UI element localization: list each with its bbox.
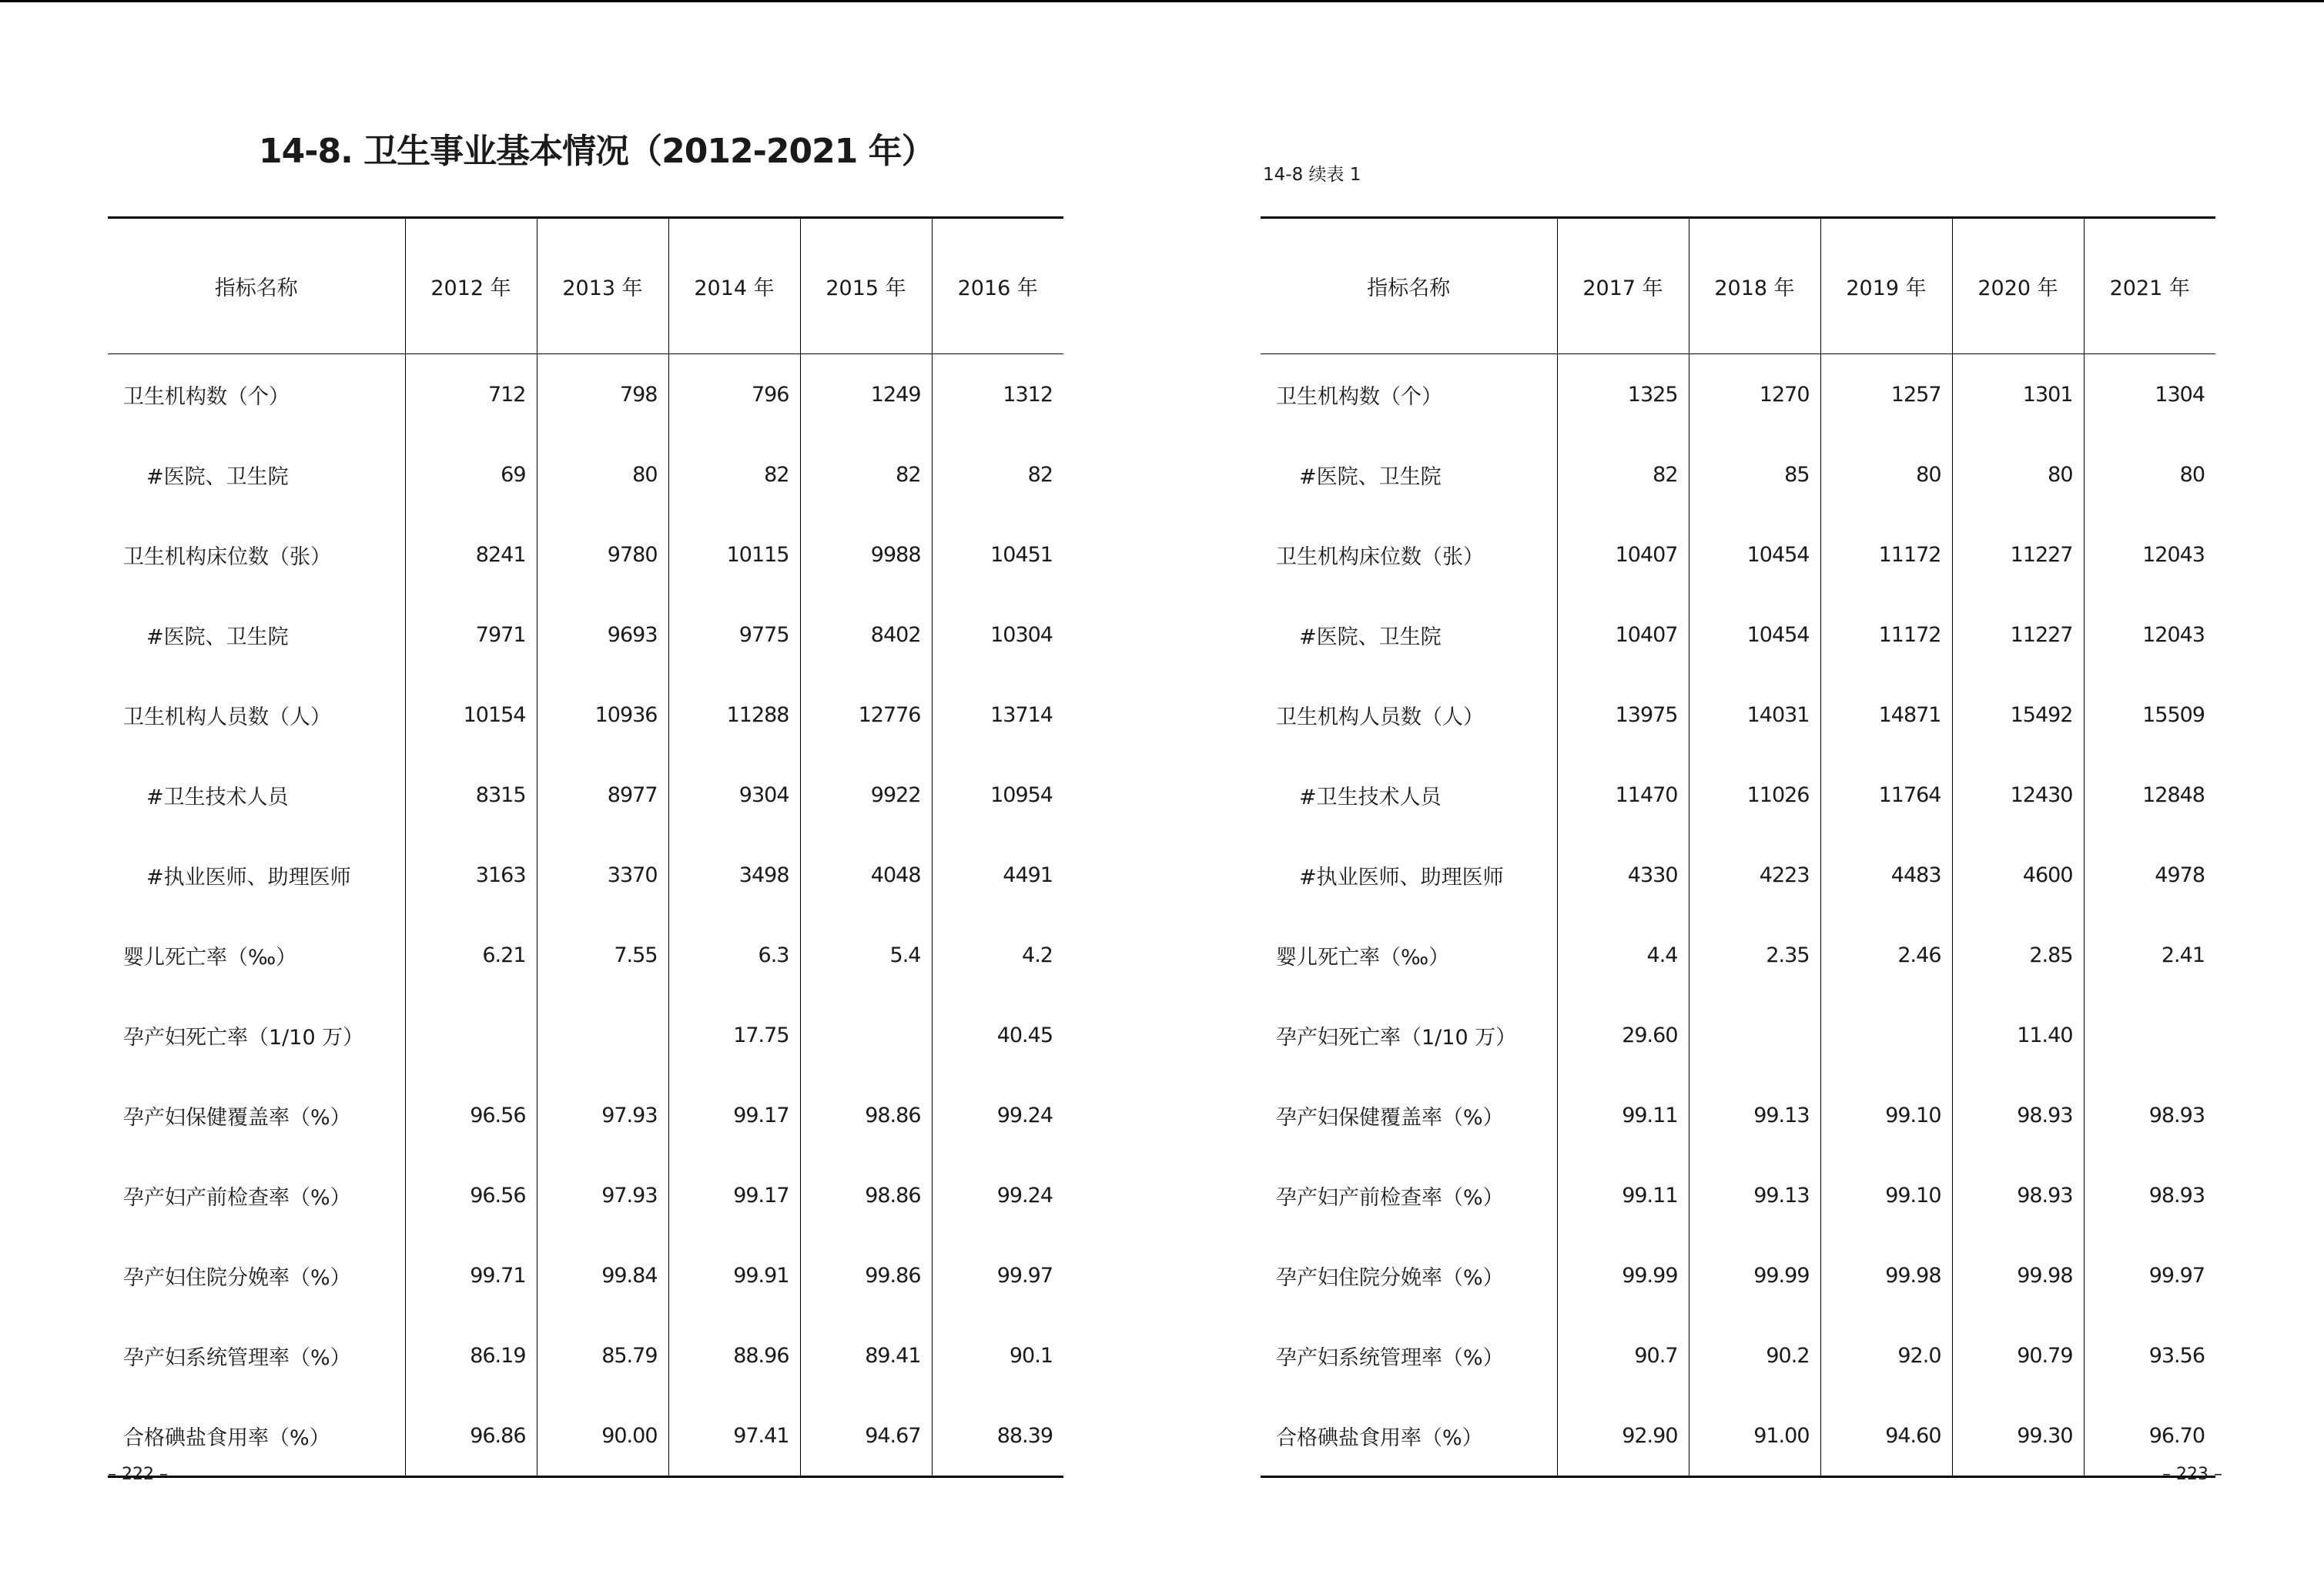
table-cell: 8241	[405, 514, 537, 595]
indicator-name: 卫生机构床位数（张）	[1276, 544, 1484, 569]
year-header: 2019 年	[1820, 218, 1952, 354]
table-cell: 1304	[2084, 354, 2215, 435]
table-row	[108, 434, 1063, 514]
table-cell: 98.93	[2084, 1155, 2215, 1235]
table-row	[1261, 1075, 2215, 1155]
table-cell: 11470	[1557, 755, 1689, 835]
table-cell: 94.60	[1820, 1395, 1952, 1477]
table-cell: 2.41	[2084, 915, 2215, 995]
table-cell: 9775	[668, 595, 800, 675]
indicator-name: #医院、卫生院	[146, 625, 289, 649]
table-cell: 97.93	[537, 1075, 668, 1155]
table-cell: 80	[2084, 434, 2215, 514]
table-cell: 96.70	[2084, 1395, 2215, 1477]
right-statistics-table	[1261, 216, 2215, 1478]
indicator-name-header: 指标名称	[1261, 218, 1557, 354]
table-cell: 7971	[405, 595, 537, 675]
table-row	[108, 514, 1063, 595]
table-cell: 10954	[932, 755, 1063, 835]
table-cell: 1325	[1557, 354, 1689, 435]
indicator-name: 卫生机构人员数（人）	[1276, 705, 1484, 729]
table-cell: 12043	[2084, 595, 2215, 675]
table-row	[108, 1075, 1063, 1155]
table-cell: 99.13	[1689, 1075, 1820, 1155]
indicator-name: 孕产妇住院分娩率（%）	[1276, 1265, 1504, 1290]
indicator-name: 卫生机构数（个）	[123, 384, 290, 409]
table-cell: 4223	[1689, 835, 1820, 915]
indicator-name: 卫生机构床位数（张）	[123, 544, 331, 569]
table-cell	[537, 995, 668, 1075]
table-cell: 3370	[537, 835, 668, 915]
table-cell: 93.56	[2084, 1315, 2215, 1395]
indicator-name: 孕产妇死亡率（1/10 万）	[1276, 1025, 1517, 1050]
table-cell: 82	[668, 434, 800, 514]
table-cell: 12848	[2084, 755, 2215, 835]
table-cell: 91.00	[1689, 1395, 1820, 1477]
table-cell: 89.41	[800, 1315, 932, 1395]
table-cell: 82	[932, 434, 1063, 514]
table-cell: 17.75	[668, 995, 800, 1075]
table-cell: 90.00	[537, 1395, 668, 1477]
table-cell: 99.98	[1952, 1235, 2084, 1315]
page-title: 14-8. 卫生事业基本情况（2012-2021 年）	[259, 132, 935, 171]
table-cell: 11288	[668, 675, 800, 755]
table-cell: 69	[405, 434, 537, 514]
table-cell: 88.39	[932, 1395, 1063, 1477]
table-cell: 99.99	[1689, 1235, 1820, 1315]
table-cell: 99.97	[932, 1235, 1063, 1315]
table-row	[108, 675, 1063, 755]
table-row	[108, 835, 1063, 915]
table-cell: 96.56	[405, 1155, 537, 1235]
table-cell: 9693	[537, 595, 668, 675]
table-cell: 98.93	[2084, 1075, 2215, 1155]
table-cell: 99.30	[1952, 1395, 2084, 1477]
left-statistics-table	[108, 216, 1063, 1478]
table-row	[108, 1395, 1063, 1477]
table-cell: 12430	[1952, 755, 2084, 835]
indicator-name: #执业医师、助理医师	[146, 865, 351, 889]
table-cell: 9922	[800, 755, 932, 835]
table-cell: 11764	[1820, 755, 1952, 835]
table-row	[1261, 1395, 2215, 1477]
year-header: 2013 年	[537, 218, 668, 354]
table-cell: 99.97	[2084, 1235, 2215, 1315]
table-cell: 97.41	[668, 1395, 800, 1477]
continuation-subtitle: 14-8 续表 1	[1263, 165, 1361, 185]
table-cell: 11172	[1820, 514, 1952, 595]
table-cell: 99.91	[668, 1235, 800, 1315]
table-cell: 86.19	[405, 1315, 537, 1395]
table-cell: 10454	[1689, 514, 1820, 595]
table-cell: 15509	[2084, 675, 2215, 755]
table-cell: 98.93	[1952, 1075, 2084, 1155]
indicator-name: 孕产妇产前检查率（%）	[1276, 1185, 1504, 1210]
table-cell: 6.21	[405, 915, 537, 995]
table-cell: 9988	[800, 514, 932, 595]
year-header: 2016 年	[932, 218, 1063, 354]
indicator-name: #医院、卫生院	[1299, 464, 1442, 489]
table-cell: 99.17	[668, 1075, 800, 1155]
indicator-name: #执业医师、助理医师	[1299, 865, 1504, 889]
table-row	[1261, 514, 2215, 595]
table-cell: 712	[405, 354, 537, 435]
table-cell: 10451	[932, 514, 1063, 595]
table-cell: 85	[1689, 434, 1820, 514]
table-cell: 99.11	[1557, 1075, 1689, 1155]
indicator-name: 孕产妇系统管理率（%）	[123, 1345, 351, 1370]
table-cell: 14871	[1820, 675, 1952, 755]
table-row	[1261, 354, 2215, 435]
table-row	[108, 354, 1063, 435]
table-row	[108, 1235, 1063, 1315]
table-cell: 11227	[1952, 595, 2084, 675]
table-row	[1261, 1155, 2215, 1235]
table-row	[1261, 835, 2215, 915]
table-cell: 9304	[668, 755, 800, 835]
year-header: 2015 年	[800, 218, 932, 354]
indicator-name: 孕产妇保健覆盖率（%）	[123, 1105, 351, 1130]
table-cell: 90.79	[1952, 1315, 2084, 1395]
table-cell: 4978	[2084, 835, 2215, 915]
table-cell: 99.11	[1557, 1155, 1689, 1235]
table-row	[108, 1155, 1063, 1235]
table-cell: 88.96	[668, 1315, 800, 1395]
table-cell: 90.1	[932, 1315, 1063, 1395]
table-cell: 99.13	[1689, 1155, 1820, 1235]
table-cell: 4.2	[932, 915, 1063, 995]
year-header: 2012 年	[405, 218, 537, 354]
table-cell: 5.4	[800, 915, 932, 995]
table-cell	[405, 995, 537, 1075]
table-cell: 98.86	[800, 1155, 932, 1235]
table-cell: 10936	[537, 675, 668, 755]
year-header: 2018 年	[1689, 218, 1820, 354]
table-cell: 10454	[1689, 595, 1820, 675]
year-header: 2021 年	[2084, 218, 2215, 354]
table-cell: 92.0	[1820, 1315, 1952, 1395]
table-cell: 798	[537, 354, 668, 435]
table-row	[1261, 1315, 2215, 1395]
table-cell: 7.55	[537, 915, 668, 995]
indicator-name: 孕产妇产前检查率（%）	[123, 1185, 351, 1210]
table-cell: 1249	[800, 354, 932, 435]
table-cell: 82	[800, 434, 932, 514]
table-row	[108, 995, 1063, 1075]
table-cell: 98.86	[800, 1075, 932, 1155]
table-cell: 94.67	[800, 1395, 932, 1477]
indicator-name: 孕产妇保健覆盖率（%）	[1276, 1105, 1504, 1130]
table-row	[108, 915, 1063, 995]
table-cell: 796	[668, 354, 800, 435]
table-cell: 2.85	[1952, 915, 2084, 995]
table-cell: 82	[1557, 434, 1689, 514]
table-cell: 90.2	[1689, 1315, 1820, 1395]
table-cell: 1257	[1820, 354, 1952, 435]
table-cell	[2084, 995, 2215, 1075]
top-border-line	[0, 0, 2324, 2]
table-cell: 8977	[537, 755, 668, 835]
table-cell	[1689, 995, 1820, 1075]
table-cell: 4048	[800, 835, 932, 915]
indicator-name: 孕产妇住院分娩率（%）	[123, 1265, 351, 1290]
table-cell: 29.60	[1557, 995, 1689, 1075]
table-cell: 99.10	[1820, 1075, 1952, 1155]
table-cell: 96.86	[405, 1395, 537, 1477]
table-row	[108, 595, 1063, 675]
table-cell: 3163	[405, 835, 537, 915]
table-cell: 4600	[1952, 835, 2084, 915]
table-cell: 8315	[405, 755, 537, 835]
table-cell: 80	[1952, 434, 2084, 514]
table-cell: 99.84	[537, 1235, 668, 1315]
indicator-name: 合格碘盐食用率（%）	[123, 1426, 330, 1450]
table-row	[1261, 675, 2215, 755]
table-cell: 8402	[800, 595, 932, 675]
table-cell: 4330	[1557, 835, 1689, 915]
table-cell: 4491	[932, 835, 1063, 915]
table-cell: 3498	[668, 835, 800, 915]
table-cell: 4.4	[1557, 915, 1689, 995]
table-cell: 6.3	[668, 915, 800, 995]
table-row	[108, 755, 1063, 835]
table-cell: 92.90	[1557, 1395, 1689, 1477]
table-cell: 98.93	[1952, 1155, 2084, 1235]
indicator-name: 卫生机构人员数（人）	[123, 705, 331, 729]
table-cell: 99.24	[932, 1155, 1063, 1235]
table-cell: 11026	[1689, 755, 1820, 835]
table-cell: 99.99	[1557, 1235, 1689, 1315]
indicator-name: 孕产妇系统管理率（%）	[1276, 1345, 1504, 1370]
indicator-name: 婴儿死亡率（‰）	[123, 945, 297, 970]
table-cell: 10154	[405, 675, 537, 755]
table-cell: 10407	[1557, 595, 1689, 675]
table-cell: 40.45	[932, 995, 1063, 1075]
table-cell: 14031	[1689, 675, 1820, 755]
table-cell: 99.17	[668, 1155, 800, 1235]
table-cell: 80	[1820, 434, 1952, 514]
table-cell: 99.10	[1820, 1155, 1952, 1235]
indicator-name: 合格碘盐食用率（%）	[1276, 1426, 1483, 1450]
year-header: 2014 年	[668, 218, 800, 354]
table-cell: 2.46	[1820, 915, 1952, 995]
table-cell: 13714	[932, 675, 1063, 755]
table-cell: 10115	[668, 514, 800, 595]
table-cell: 1270	[1689, 354, 1820, 435]
header-row	[108, 218, 1063, 354]
table-cell: 2.35	[1689, 915, 1820, 995]
table-cell: 97.93	[537, 1155, 668, 1235]
table-row	[1261, 915, 2215, 995]
table-row	[1261, 755, 2215, 835]
table-row	[1261, 1235, 2215, 1315]
table-cell: 1312	[932, 354, 1063, 435]
table-cell: 11172	[1820, 595, 1952, 675]
indicator-name: 婴儿死亡率（‰）	[1276, 945, 1450, 970]
table-cell: 11227	[1952, 514, 2084, 595]
table-cell: 90.7	[1557, 1315, 1689, 1395]
table-cell: 85.79	[537, 1315, 668, 1395]
table-cell: 12043	[2084, 514, 2215, 595]
indicator-name: 卫生机构数（个）	[1276, 384, 1442, 409]
table-cell: 10407	[1557, 514, 1689, 595]
table-cell: 99.24	[932, 1075, 1063, 1155]
table-cell: 96.56	[405, 1075, 537, 1155]
table-row	[1261, 595, 2215, 675]
indicator-name: #医院、卫生院	[1299, 625, 1442, 649]
table-cell	[800, 995, 932, 1075]
table-cell: 13975	[1557, 675, 1689, 755]
table-cell: 11.40	[1952, 995, 2084, 1075]
table-row	[108, 1315, 1063, 1395]
page-number-right: – 223 –	[2162, 1465, 2222, 1484]
table-cell: 9780	[537, 514, 668, 595]
indicator-name: #卫生技术人员	[146, 785, 289, 809]
table-row	[1261, 434, 2215, 514]
table-row	[1261, 995, 2215, 1075]
table-cell: 80	[537, 434, 668, 514]
table-cell	[1820, 995, 1952, 1075]
table-cell: 10304	[932, 595, 1063, 675]
table-cell: 99.71	[405, 1235, 537, 1315]
header-row	[1261, 218, 2215, 354]
table-cell: 99.86	[800, 1235, 932, 1315]
indicator-name: 孕产妇死亡率（1/10 万）	[123, 1025, 364, 1050]
indicator-name-header: 指标名称	[108, 218, 405, 354]
table-cell: 12776	[800, 675, 932, 755]
table-cell: 1301	[1952, 354, 2084, 435]
year-header: 2017 年	[1557, 218, 1689, 354]
indicator-name: #卫生技术人员	[1299, 785, 1442, 809]
table-cell: 99.98	[1820, 1235, 1952, 1315]
table-cell: 15492	[1952, 675, 2084, 755]
page-number-left: – 222 –	[108, 1465, 168, 1484]
year-header: 2020 年	[1952, 218, 2084, 354]
table-cell: 4483	[1820, 835, 1952, 915]
indicator-name: #医院、卫生院	[146, 464, 289, 489]
